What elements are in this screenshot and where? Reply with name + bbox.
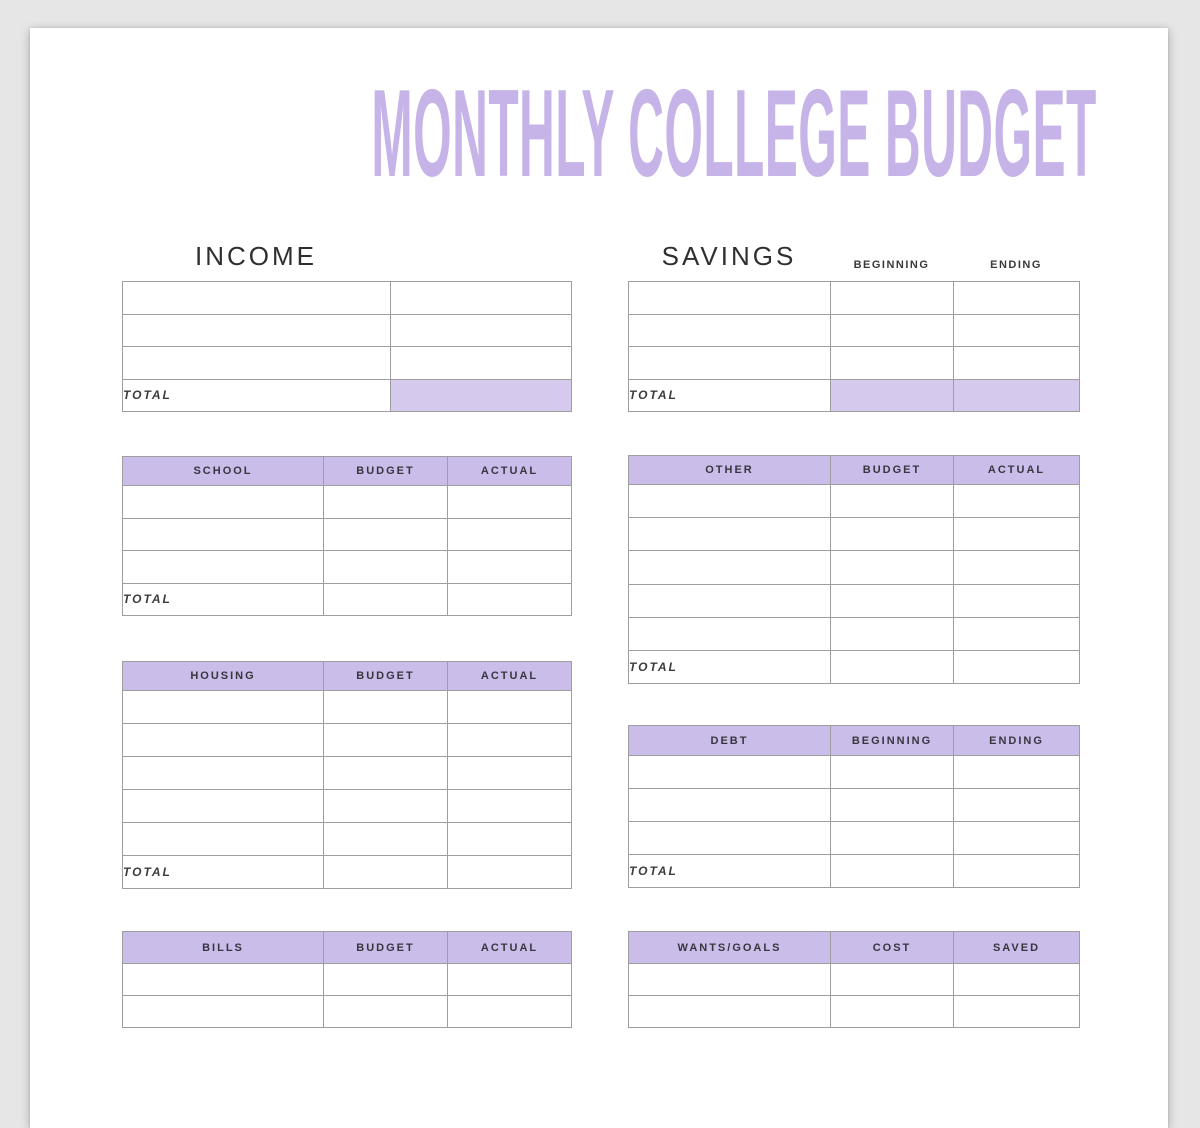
empty-cell <box>324 486 448 519</box>
column-header: BUDGET <box>324 457 448 486</box>
empty-cell <box>629 518 831 551</box>
column-header: ACTUAL <box>954 456 1080 485</box>
table-row <box>629 347 1080 380</box>
empty-cell <box>831 789 954 822</box>
table-row <box>123 790 572 823</box>
empty-cell <box>831 996 954 1028</box>
empty-cell <box>123 314 391 347</box>
empty-cell <box>448 724 572 757</box>
column-header: HOUSING <box>123 662 324 691</box>
empty-cell <box>831 485 954 518</box>
table-row <box>629 584 1080 617</box>
empty-cell <box>123 347 391 380</box>
empty-cell <box>391 314 572 347</box>
total-highlight-cell <box>954 379 1080 412</box>
empty-cell <box>831 347 954 380</box>
other-table <box>628 455 1080 684</box>
empty-cell <box>831 518 954 551</box>
total-row <box>629 855 1080 888</box>
total-label-cell: TOTAL <box>123 379 391 412</box>
table-row <box>629 518 1080 551</box>
column-header: BUDGET <box>324 662 448 691</box>
wants-goals-table <box>628 931 1080 1028</box>
empty-cell <box>448 964 572 996</box>
empty-cell <box>448 551 572 584</box>
empty-cell <box>831 584 954 617</box>
empty-cell <box>123 823 324 856</box>
savings-beginning-label: BEGINNING <box>853 259 930 271</box>
savings-table <box>628 281 1080 412</box>
empty-cell <box>123 757 324 790</box>
column-header: ACTUAL <box>448 932 572 964</box>
total-row <box>123 856 572 889</box>
empty-cell <box>831 551 954 584</box>
empty-cell <box>324 856 448 889</box>
empty-cell <box>324 551 448 584</box>
table-row <box>123 823 572 856</box>
income-heading: INCOME <box>195 241 317 271</box>
column-header: BILLS <box>123 932 324 964</box>
header-row <box>629 726 1080 756</box>
header-row <box>629 932 1080 964</box>
empty-cell <box>123 996 324 1028</box>
page-title: MONTHLY COLLEGE BUDGET <box>371 65 1097 203</box>
empty-cell <box>324 518 448 551</box>
empty-cell <box>629 964 831 996</box>
column-header: BEGINNING <box>831 726 954 756</box>
income-table <box>122 281 572 412</box>
column-header: BUDGET <box>831 456 954 485</box>
empty-cell <box>954 650 1080 683</box>
empty-cell <box>123 282 391 315</box>
total-label-cell: TOTAL <box>629 379 831 412</box>
empty-cell <box>448 996 572 1028</box>
table-row <box>123 724 572 757</box>
empty-cell <box>324 790 448 823</box>
empty-cell <box>831 822 954 855</box>
table-row <box>123 518 572 551</box>
empty-cell <box>123 724 324 757</box>
empty-cell <box>448 691 572 724</box>
empty-cell <box>831 756 954 789</box>
empty-cell <box>324 583 448 616</box>
column-header: SAVED <box>954 932 1080 964</box>
total-row <box>123 583 572 616</box>
empty-cell <box>324 996 448 1028</box>
empty-cell <box>391 347 572 380</box>
empty-cell <box>629 485 831 518</box>
table-row <box>629 485 1080 518</box>
empty-cell <box>324 757 448 790</box>
empty-cell <box>831 282 954 315</box>
empty-cell <box>629 584 831 617</box>
empty-cell <box>448 790 572 823</box>
empty-cell <box>324 691 448 724</box>
empty-cell <box>391 282 572 315</box>
empty-cell <box>629 822 831 855</box>
empty-cell <box>954 756 1080 789</box>
empty-cell <box>448 583 572 616</box>
column-header: ENDING <box>954 726 1080 756</box>
empty-cell <box>954 485 1080 518</box>
empty-cell <box>831 964 954 996</box>
column-header: OTHER <box>629 456 831 485</box>
table-row <box>123 691 572 724</box>
empty-cell <box>954 996 1080 1028</box>
header-row <box>123 457 572 486</box>
table-row <box>123 996 572 1028</box>
column-header: DEBT <box>629 726 831 756</box>
table-row <box>629 282 1080 315</box>
empty-cell <box>123 691 324 724</box>
empty-cell <box>954 822 1080 855</box>
table-row <box>629 551 1080 584</box>
table-row <box>629 314 1080 347</box>
empty-cell <box>954 964 1080 996</box>
empty-cell <box>324 823 448 856</box>
header-row <box>123 932 572 964</box>
column-header: WANTS/GOALS <box>629 932 831 964</box>
table-row <box>629 756 1080 789</box>
empty-cell <box>448 823 572 856</box>
empty-cell <box>123 486 324 519</box>
document-page <box>30 28 1168 1128</box>
empty-cell <box>831 650 954 683</box>
column-header: ACTUAL <box>448 457 572 486</box>
empty-cell <box>123 518 324 551</box>
empty-cell <box>123 790 324 823</box>
table-row <box>629 964 1080 996</box>
header-row <box>629 456 1080 485</box>
debt-table <box>628 725 1080 888</box>
table-row <box>629 996 1080 1028</box>
empty-cell <box>629 551 831 584</box>
total-row <box>629 379 1080 412</box>
empty-cell <box>629 282 831 315</box>
table-row <box>629 789 1080 822</box>
empty-cell <box>324 964 448 996</box>
savings-ending-label: ENDING <box>990 259 1042 271</box>
total-row <box>629 650 1080 683</box>
school-table <box>122 456 572 616</box>
empty-cell <box>954 789 1080 822</box>
empty-cell <box>448 757 572 790</box>
empty-cell <box>954 584 1080 617</box>
empty-cell <box>831 314 954 347</box>
empty-cell <box>954 282 1080 315</box>
empty-cell <box>954 347 1080 380</box>
column-header: SCHOOL <box>123 457 324 486</box>
bills-table <box>122 931 572 1028</box>
column-header: COST <box>831 932 954 964</box>
empty-cell <box>448 486 572 519</box>
table-row <box>629 617 1080 650</box>
empty-cell <box>954 551 1080 584</box>
empty-cell <box>324 724 448 757</box>
table-row <box>123 314 572 347</box>
total-row <box>123 379 572 412</box>
table-row <box>123 757 572 790</box>
empty-cell <box>629 789 831 822</box>
total-highlight-cell <box>831 379 954 412</box>
column-header: ACTUAL <box>448 662 572 691</box>
empty-cell <box>448 856 572 889</box>
empty-cell <box>831 617 954 650</box>
empty-cell <box>448 518 572 551</box>
total-label-cell: TOTAL <box>123 583 324 616</box>
housing-table <box>122 661 572 889</box>
empty-cell <box>954 617 1080 650</box>
empty-cell <box>629 314 831 347</box>
table-row <box>123 551 572 584</box>
savings-heading: SAVINGS <box>661 241 797 271</box>
total-label-cell: TOTAL <box>629 855 831 888</box>
column-header: BUDGET <box>324 932 448 964</box>
empty-cell <box>629 756 831 789</box>
total-highlight-cell <box>391 379 572 412</box>
total-label-cell: TOTAL <box>123 856 324 889</box>
empty-cell <box>629 996 831 1028</box>
empty-cell <box>954 855 1080 888</box>
empty-cell <box>954 314 1080 347</box>
table-row <box>123 964 572 996</box>
header-row <box>123 662 572 691</box>
empty-cell <box>123 551 324 584</box>
table-row <box>123 486 572 519</box>
empty-cell <box>954 518 1080 551</box>
empty-cell <box>123 964 324 996</box>
empty-cell <box>831 855 954 888</box>
table-row <box>123 282 572 315</box>
table-row <box>123 347 572 380</box>
table-row <box>629 822 1080 855</box>
total-label-cell: TOTAL <box>629 650 831 683</box>
empty-cell <box>629 347 831 380</box>
empty-cell <box>629 617 831 650</box>
